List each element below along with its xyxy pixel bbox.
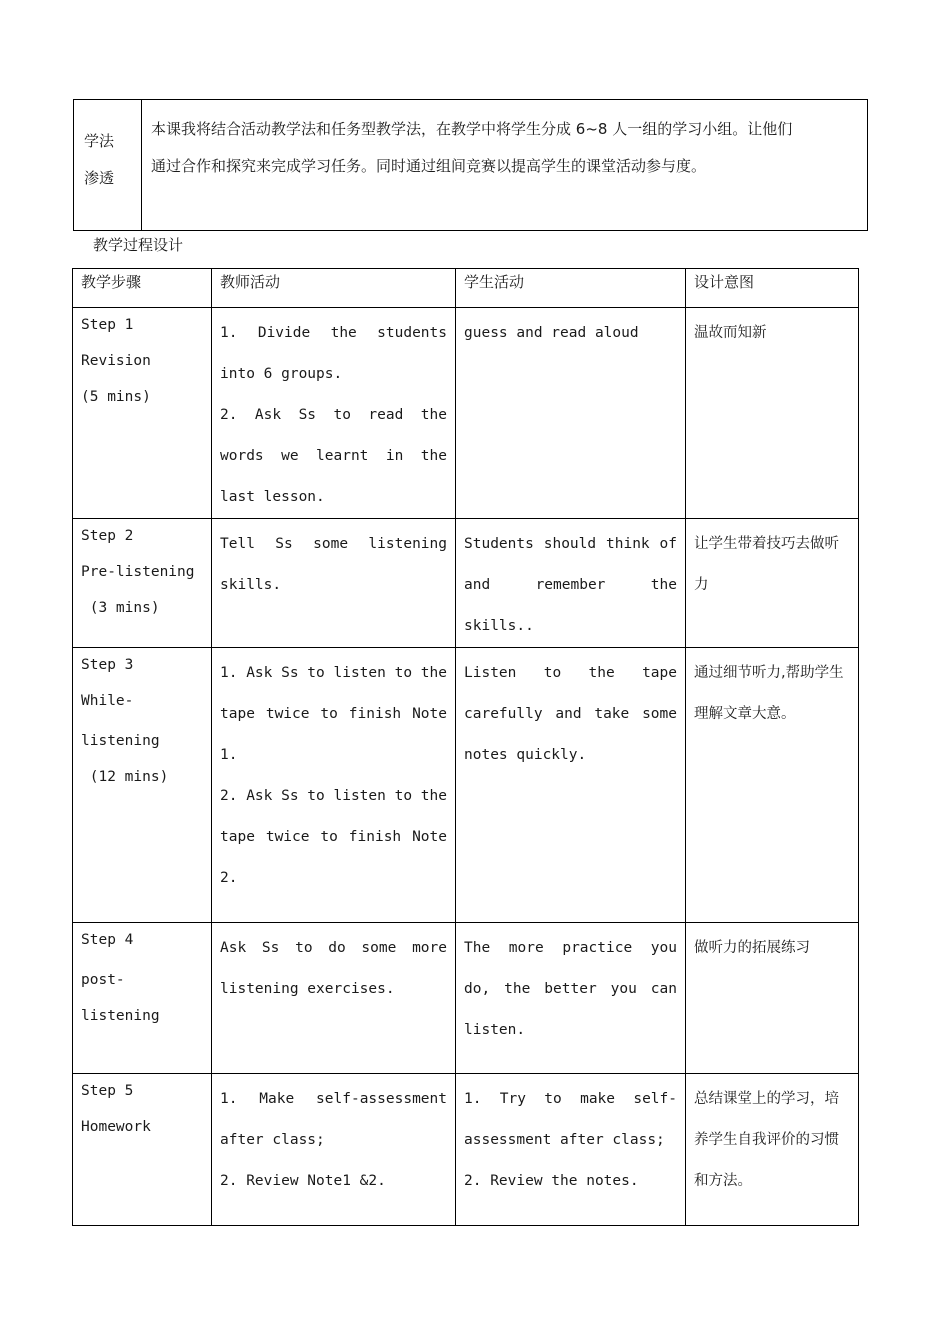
student-activity-cell bbox=[456, 1074, 686, 1226]
step-line: (12 mins) bbox=[81, 769, 169, 785]
header-student: 学生活动 bbox=[456, 269, 686, 308]
design-intent-text: 做听力的拓展练习 bbox=[694, 940, 810, 956]
teacher-activity-cell bbox=[212, 648, 456, 923]
student-activity-cell bbox=[456, 308, 686, 519]
step-line: listening bbox=[81, 1008, 160, 1024]
design-intent-cell bbox=[686, 308, 859, 519]
student-activity-text: Students should think of and remember the skills.. bbox=[464, 536, 677, 634]
step-line: Step 5 bbox=[81, 1083, 134, 1099]
step-line: Step 3 bbox=[81, 657, 134, 673]
section-title: 教学过程设计 bbox=[93, 236, 184, 254]
teacher-activity-text: Tell Ss some listening skills. bbox=[220, 536, 447, 593]
design-intent-text: 让学生带着技巧去做听力 bbox=[694, 536, 839, 593]
method-text-line1: 本课我将结合活动教学法和任务型教学法，在教学中将学生分成 6~8 人一组的学习小组。让他们 bbox=[151, 120, 793, 138]
teacher-activity-text: Ask Ss to do some more listening exercises. bbox=[220, 940, 447, 997]
student-activity-text: guess and read aloud bbox=[464, 325, 639, 341]
design-intent-text: 通过细节听力,帮助学生理解文章大意。 bbox=[694, 665, 844, 722]
design-intent-cell bbox=[686, 1074, 859, 1226]
table-row bbox=[73, 519, 859, 648]
student-activity-text: The more practice you do, the better you can listen. bbox=[464, 940, 677, 1038]
method-label-line2: 渗透 bbox=[84, 169, 115, 187]
step-cell bbox=[73, 648, 212, 923]
teacher-activity-cell bbox=[212, 519, 456, 648]
teacher-activity-cell bbox=[212, 923, 456, 1074]
step-cell bbox=[73, 1074, 212, 1226]
design-intent-cell bbox=[686, 519, 859, 648]
teacher-activity-text: 1. Divide the students into 6 groups. 2. Ask Ss to read the words we learnt in the last lesson. bbox=[220, 325, 447, 505]
table-row bbox=[73, 1074, 859, 1226]
student-activity-text: Listen to the tape carefully and take some notes quickly. bbox=[464, 665, 677, 763]
step-line: (5 mins) bbox=[81, 389, 151, 405]
step-line: listening bbox=[81, 733, 160, 749]
design-intent-text: 温故而知新 bbox=[694, 325, 767, 341]
teacher-activity-text: 1. Ask Ss to listen to the tape twice to finish Note 1. 2. Ask Ss to listen to the tape twice to finish Note 2. bbox=[220, 665, 447, 886]
method-label-line1: 学法 bbox=[84, 132, 115, 150]
header-teacher: 教师活动 bbox=[212, 269, 456, 308]
header-step: 教学步骤 bbox=[73, 269, 212, 308]
step-line: Revision bbox=[81, 353, 151, 369]
table-row bbox=[73, 923, 859, 1074]
teacher-activity-cell bbox=[212, 308, 456, 519]
student-activity-cell bbox=[456, 519, 686, 648]
design-intent-cell bbox=[686, 648, 859, 923]
teaching-process-table bbox=[72, 268, 859, 1226]
teacher-activity-text: 1. Make self-assessment after class; 2. Review Note1 &2. bbox=[220, 1091, 447, 1189]
step-line: Step 1 bbox=[81, 317, 134, 333]
method-table bbox=[73, 99, 868, 231]
step-line: Step 4 bbox=[81, 932, 134, 948]
step-cell bbox=[73, 519, 212, 648]
design-intent-text: 总结课堂上的学习，培养学生自我评价的习惯和方法。 bbox=[694, 1091, 839, 1189]
step-cell bbox=[73, 923, 212, 1074]
step-line: Homework bbox=[81, 1119, 151, 1135]
teacher-activity-cell bbox=[212, 1074, 456, 1226]
method-text-cell bbox=[151, 118, 863, 177]
step-line: (3 mins) bbox=[81, 600, 160, 616]
student-activity-cell bbox=[456, 648, 686, 923]
method-text-line2: 通过合作和探究来完成学习任务。同时通过组间竞赛以提高学生的课堂活动参与度。 bbox=[151, 157, 707, 175]
step-line: While- bbox=[81, 693, 134, 709]
table-row bbox=[73, 648, 859, 923]
step-line: Step 2 bbox=[81, 528, 134, 544]
design-intent-cell bbox=[686, 923, 859, 1074]
student-activity-text: 1. Try to make self-assessment after class; 2. Review the notes. bbox=[464, 1091, 677, 1189]
table-header-row bbox=[73, 269, 859, 308]
method-label-cell bbox=[74, 100, 142, 230]
header-intent: 设计意图 bbox=[686, 269, 859, 308]
step-cell bbox=[73, 308, 212, 519]
table-row bbox=[73, 308, 859, 519]
step-line: Pre-listening bbox=[81, 564, 195, 580]
step-line: post- bbox=[81, 972, 125, 988]
student-activity-cell bbox=[456, 923, 686, 1074]
